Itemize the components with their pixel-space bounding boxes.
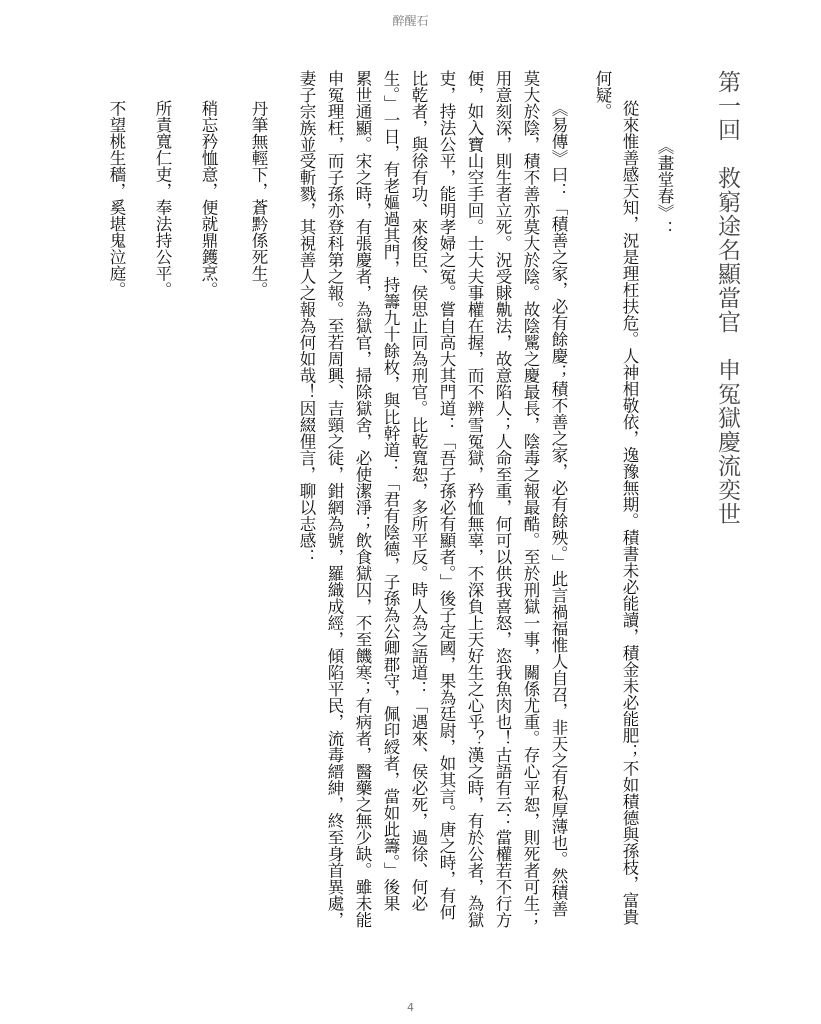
text-column: 生。」一日，有老嫗過其門，持籌九十餘枚，與比幹道：「君有陰德，子孫為公卿郡守，佩印綬者，當如此籌。」後果	[381, 70, 400, 912]
text-column: 比乾者，與徐有功、來俊臣、侯思止同為刑官。比乾寬恕，多所平反。時人為之語道：「遇來、侯必死，過徐、何必	[409, 70, 428, 912]
text-column: 便，如入寶山空手回。士大夫事權在握，而不辨雪冤獄，矜恤無辜，不深負上天好生之心乎？漢之時，有於公者，為獄	[465, 70, 484, 928]
text-column: 何疑。	[593, 70, 612, 120]
book-title-header: 醉醒石	[392, 14, 429, 28]
text-column: 從來惟善感天知，況是理枉扶危。人神相敬依，逸豫無期。積書未必能讀，積金未必能肥；不如積德與孫枝，富貴	[620, 100, 639, 925]
text-column: 吏，持法公平，能明孝婦之冤。嘗自高大其門道：「吾子孫必有顯者。」後子定國，果為廷尉，如其言。唐之時，有何	[437, 70, 456, 920]
text-column: 用意刻深，則生者立死。況受賕鼽法，故意陷人；人命至重，何可以供我喜怒，恣我魚肉也！古語有云：當權若不行方	[493, 70, 512, 928]
text-column: 妻子宗族並受斬戮，其視善人之報為何如哉！因綴俚言，聊以志感：	[297, 70, 316, 565]
text-column: 累世通顯。宋之時，有張慶者，為獄官，掃除獄舍，必使潔淨；飲食獄囚，不至饑寒；有病者，醫藥之無少缺。雖未能	[353, 70, 372, 928]
poem-line: 稍忘矜恤意，便就鼎鑊烹。	[199, 100, 218, 298]
page-number: 4	[407, 1001, 414, 1014]
poem-line: 所責寬仁吏，奉法持公平。	[153, 100, 172, 298]
poem-line: 丹筆無輕下，蒼黔係死生。	[249, 100, 268, 298]
text-column: 《易傳》曰：「積善之家，必有餘慶；積不善之家，必有餘殃。」此言禍福惟人自召，非天之有私厚薄也。然積善	[549, 100, 568, 917]
poem-line: 不望桃生穡，奚堪鬼泣庭。	[107, 100, 126, 298]
chapter-title: 第一回 救窮途名顯當官 申冤獄慶流奕世	[714, 70, 740, 526]
text-column: 申冤理枉，而子孫亦登科第之報。至若周興、吉頸之徒，鉗網為號，羅織成經，傾陷平民，流毒縉紳，終至身首異處，	[325, 70, 344, 928]
text-column: 《畫堂春》：	[655, 138, 674, 237]
text-column: 莫大於陰，積不善亦莫大於陰。故陰騭之慶最長，陰毒之報最酷。至於刑獄一事，關係尤重。存心平恕，則死者可生；	[521, 70, 540, 928]
